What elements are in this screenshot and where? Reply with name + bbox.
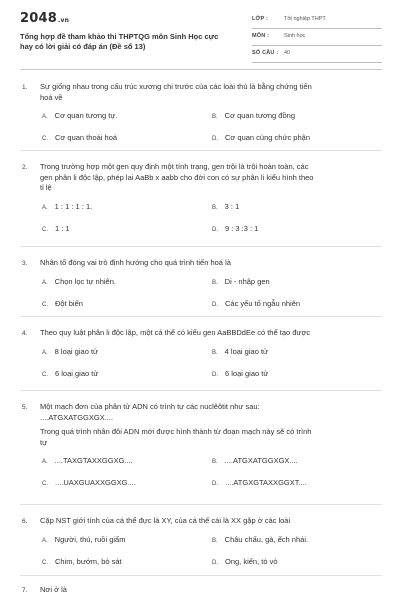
answer-option-letter: B. [212, 537, 218, 544]
answer-option-text: 6 loại giao tử [225, 368, 269, 378]
answer-option[interactable] [212, 224, 258, 233]
question-separator [20, 246, 382, 247]
answer-option-text: Các yếu tố ngẫu nhiên [225, 298, 301, 308]
answer-option[interactable] [42, 224, 70, 233]
question-text-line: Sự giống nhau trong cấu trúc xương chi trước của các loài thú là bằng chứng tiến [40, 82, 312, 91]
answer-option-letter: D. [212, 136, 218, 142]
answer-option[interactable] [212, 299, 300, 308]
answer-option-letter: C. [42, 226, 48, 233]
answer-option-text: Châu chấu, gà, ếch nhái. [224, 534, 309, 544]
answer-option-letter: A. [42, 204, 48, 211]
answer-option-text: 3 : 1 [224, 201, 240, 211]
answer-option-letter: C. [42, 559, 48, 566]
question-text-line: hoá về [40, 92, 63, 102]
question-text-line: tự [40, 437, 48, 447]
answer-option[interactable] [212, 202, 239, 211]
question-text-line: Nơi ở là [40, 585, 67, 594]
answer-option-letter: A. [42, 349, 48, 356]
question-text-line: gen phân li độc lập, phép lai AaBb x aabb cho đời con có sự phân li kiểu hình theo [40, 172, 314, 182]
answer-option[interactable] [42, 133, 117, 142]
question-separator [20, 316, 382, 317]
meta-subject-label: MÔN : [252, 33, 270, 39]
answer-option-text: 4 loại giao tử [224, 346, 269, 356]
answer-option-text: Chim, bướm, bò sát [55, 556, 122, 566]
answer-option-letter: D. [212, 481, 218, 487]
answer-option[interactable] [42, 202, 92, 211]
answer-option-text: Cơ quan thoái hoá [55, 133, 118, 142]
answer-option[interactable] [42, 456, 133, 465]
answer-option[interactable] [212, 369, 268, 378]
answer-option[interactable] [212, 277, 270, 286]
answer-option-text: Ong, kiến, tò vò [225, 556, 278, 566]
answer-option-letter: B. [212, 459, 218, 465]
answer-option[interactable] [42, 369, 98, 378]
answer-option-text: Đột biến [55, 298, 83, 308]
logo-text: 2048 [20, 11, 57, 26]
question-text-line: tỉ lệ [40, 183, 52, 192]
answer-option[interactable] [212, 478, 307, 487]
answer-option-text: 8 loại giao tử [54, 346, 99, 356]
answer-option[interactable] [212, 133, 310, 142]
question-text-line: Trong trường hợp một gen quy định một tính trạng, gen trội là trội hoàn toàn, các [40, 162, 309, 171]
question-text-line: Cặp NST giới tính của cá thể đực là XY, của cá thể cái là XX gặp ở các loài [40, 516, 291, 525]
answer-option-letter: C. [42, 371, 48, 378]
answer-option-letter: A. [42, 459, 48, 465]
question-number: 6. [22, 517, 28, 525]
question-separator [20, 575, 382, 576]
question-number: 2. [22, 163, 28, 171]
answer-option[interactable] [42, 557, 122, 566]
question-number: 4. [22, 329, 28, 337]
answer-option-letter: A. [42, 114, 48, 120]
answer-option[interactable] [42, 299, 83, 308]
meta-count-value: 40 [284, 50, 291, 56]
question-number: 1. [22, 83, 28, 91]
meta-count-label: SỐ CÂU : [252, 50, 279, 56]
question-number: 7. [22, 586, 28, 594]
question-text-line: Trong quá trình nhân đôi ADN mới được hình thành từ đoạn mạch này sẽ có trình [40, 427, 312, 436]
answer-option-text: 1 : 1 : 1 : 1. [54, 201, 93, 211]
answer-option[interactable] [42, 478, 136, 487]
answer-option[interactable] [42, 277, 116, 286]
answer-option[interactable] [42, 111, 118, 120]
answer-option-text: 9 : 3 :3 : 1 [225, 223, 259, 233]
question-number: 3. [22, 259, 28, 267]
answer-option-letter: B. [212, 204, 218, 211]
answer-option-text: Chọn lọc tự nhiên. [54, 276, 116, 286]
answer-option[interactable] [42, 535, 125, 544]
answer-option-letter: D. [212, 371, 218, 378]
answer-option[interactable] [212, 557, 278, 566]
answer-option-text: ....ATGXATGGXGX.... [224, 456, 298, 465]
answer-option[interactable] [212, 456, 298, 465]
answer-option-letter: C. [42, 301, 48, 308]
answer-option-letter: D. [212, 226, 218, 233]
answer-option-text: ....UAXGUAXXGGXG.... [55, 478, 136, 487]
answer-option-text: Cơ quan tương tự. [54, 111, 118, 120]
meta-level-value: Tốt nghiệp THPT [284, 16, 326, 22]
answer-option-text: ....TAXGTAXXGGXG.... [54, 456, 133, 465]
answer-option-letter: C. [42, 481, 48, 487]
answer-option-text: ....ATGXGTAXXGGXT.... [225, 478, 307, 487]
question-separator [20, 504, 382, 505]
answer-option-letter: B. [212, 349, 218, 356]
document-title: Tổng hợp đề tham khảo thi THPTQG môn Sinh Học cực hay có lời giải có đáp án (Đề số 13) [20, 32, 219, 51]
answer-option-letter: D. [212, 559, 218, 566]
answer-option[interactable] [212, 347, 268, 356]
answer-option-text: Cơ quan cùng chức phận [225, 133, 310, 142]
meta-subject-value: Sinh học [284, 33, 306, 39]
answer-option-text: 1 : 1 [55, 223, 70, 233]
answer-option[interactable] [212, 111, 295, 120]
answer-option-letter: C. [42, 136, 48, 142]
question-text-line: Theo quy luật phân li độc lập, một cá thể có kiểu gen AaBBDdEe có thể tạo được [40, 328, 311, 337]
question-text-line: ....ATGXATGGXGX.... [40, 412, 114, 422]
answer-option[interactable] [42, 347, 98, 356]
answer-option[interactable] [212, 535, 308, 544]
answer-option-text: Người, thú, ruồi giấm [54, 534, 126, 544]
answer-option-letter: B. [212, 114, 218, 120]
logo-suffix: .vn [57, 17, 70, 24]
answer-option-text: Cơ quan tương đồng [224, 111, 295, 120]
question-number: 5. [22, 403, 28, 411]
answer-option-letter: B. [212, 279, 218, 286]
question-separator [20, 150, 382, 151]
answer-option-letter: A. [42, 279, 48, 286]
answer-option-letter: D. [212, 301, 218, 308]
question-text-line: Nhân tố đóng vai trò định hướng cho quá trình tiến hoá là [40, 258, 231, 267]
question-text-line: Một mạch đơn của phân tử ADN có trình tự các nuclêôtit như sau: [40, 402, 260, 411]
meta-level-label: LỚP : [252, 16, 268, 22]
answer-option-letter: A. [42, 537, 48, 544]
question-separator [20, 390, 382, 391]
answer-option-text: 6 loại giao tử [55, 368, 99, 378]
answer-option-text: Di - nhập gen [224, 276, 270, 286]
